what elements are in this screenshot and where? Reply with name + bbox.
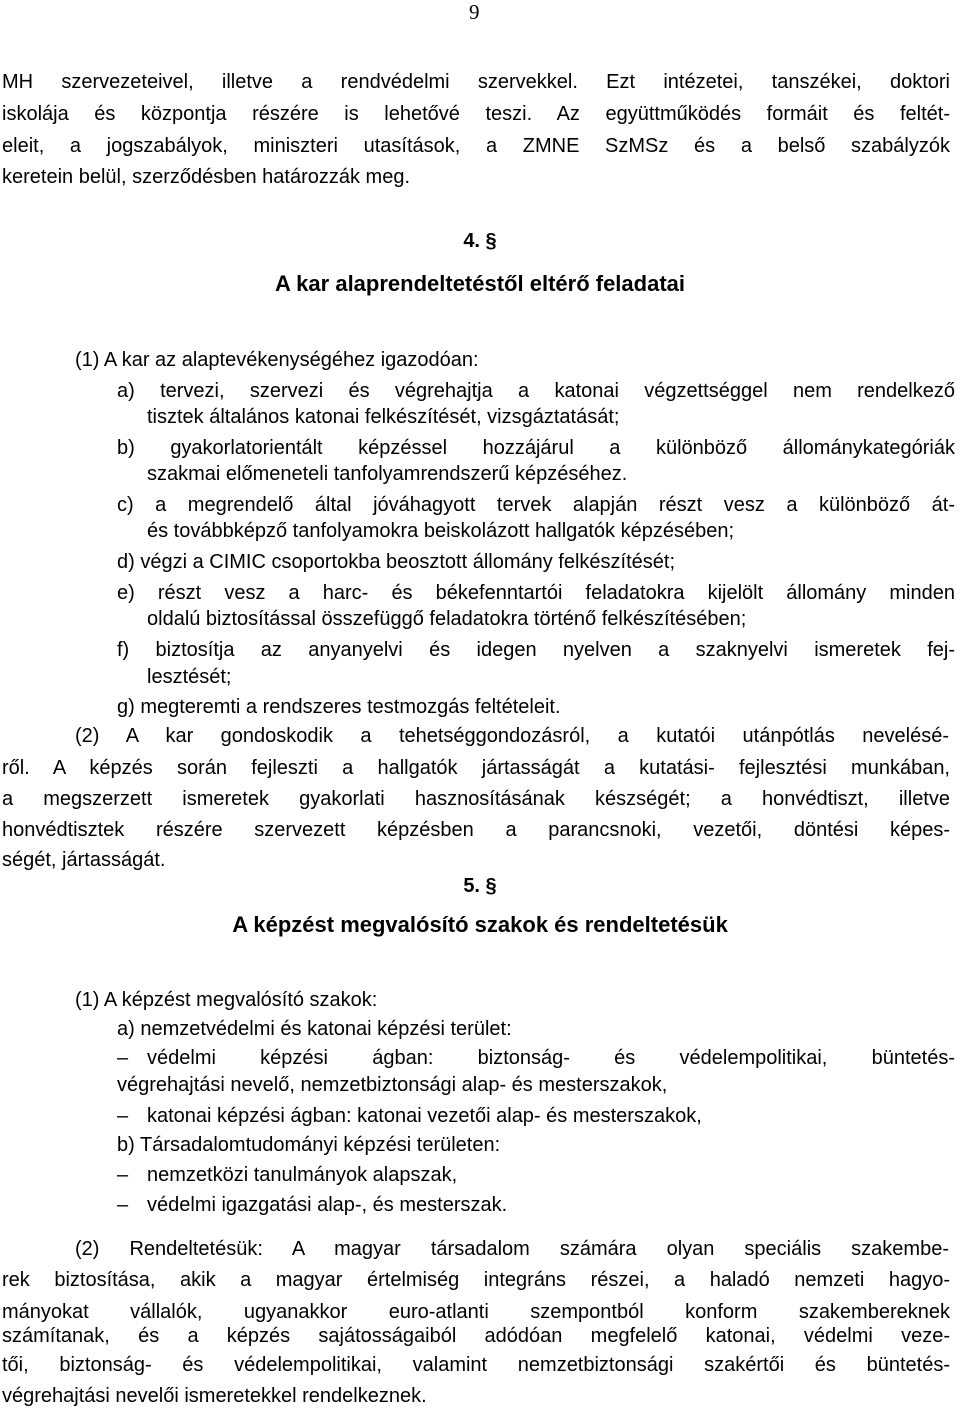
section-5-p1-intro: (1) A képzést megvalósító szakok: (75, 989, 378, 1011)
section-4-item-b-line-1: b) gyakorlatorientált képzéssel hozzájárul a különböző állománykategóriák (117, 437, 955, 459)
section-4-p2-line-1: (2) A kar gondoskodik a tehetséggondozásról, a kutatói utánpótlás nevelésé- (75, 725, 949, 747)
section-5-a-item-2 (117, 1104, 702, 1128)
dash-bullet: – (117, 1105, 129, 1127)
intro-line-2: iskolája és központja részére is lehetővé teszi. Az együttműködés formáit és feltét- (2, 103, 950, 125)
section-4-item-c-line-2: és továbbképző tanfolyamokra beiskolázott hallgatók képzésében; (147, 520, 735, 542)
section-5-p2-line-4: számítanak, és a képzés sajátosságaiból adódóan megfelelő katonai, védelmi veze- (2, 1325, 950, 1347)
section-4-title: A kar alaprendeltetéstől eltérő feladatai (275, 271, 685, 296)
section-5-p2-line-5: tői, biztonság- és védelempolitikai, valamint nemzetbiztonsági szakértői és büntetés- (2, 1354, 950, 1376)
section-4-number: 4. § (463, 230, 497, 252)
section-4-item-b-line-2: szakmai előmeneteli tanfolyamrendszerű képzéséhez. (147, 463, 628, 485)
section-5-p2-line-1: (2) Rendeltetésük: A magyar társadalom számára olyan speciális szakembe- (75, 1238, 949, 1260)
section-4-item-a-line-2: tisztek általános katonai felkészítését, vizsgáztatását; (147, 406, 620, 428)
section-5-b-item-1 (117, 1163, 457, 1187)
section-5-a-item-2-text: katonai képzési ágban: katonai vezetői alap- és mesterszakok, (147, 1105, 702, 1127)
page-number: 9 (469, 0, 480, 24)
section-4-p2-line-4: honvédtisztek részére szervezett képzésben a parancsnoki, vezetői, döntési képes- (2, 819, 950, 841)
section-4-item-e-line-1: e) részt vesz a harc- és békefenntartói feladatokra kijelölt állomány minden (117, 582, 955, 604)
section-4-item-a-line-1: a) tervezi, szervezi és végrehajtja a katonai végzettséggel nem rendelkező (117, 380, 955, 402)
dash-bullet: – (117, 1047, 129, 1069)
section-5-b-item-2 (117, 1193, 507, 1217)
section-4-item-g-line-1: g) megteremti a rendszeres testmozgás feltételeit. (117, 696, 561, 718)
section-4-item-d-line-1: d) végzi a CIMIC csoportokba beosztott állomány felkészítését; (117, 551, 676, 573)
section-5-p2-line-6: végrehajtási nevelői ismeretekkel rendelkeznek. (2, 1385, 427, 1407)
section-4-item-f-line-2: lesztését; (147, 666, 232, 688)
dash-bullet: – (117, 1194, 129, 1216)
section-4-item-f-line-1: f) biztosítja az anyanyelvi és idegen nyelven a szaknyelvi ismeretek fej- (117, 639, 955, 661)
section-5-a-item-1-text: védelmi képzési ágban: biztonság- és védelempolitikai, büntetés- (147, 1047, 955, 1069)
section-5-title: A képzést megvalósító szakok és rendeltetésük (232, 912, 728, 937)
section-5-p2-line-3: mányokat vállalók, ugyanakkor euro-atlanti szempontból konform szakembereknek (2, 1301, 950, 1323)
section-5-a-item-1-line-1 (117, 1046, 955, 1070)
section-5-number: 5. § (463, 875, 497, 897)
section-5-area-a-label: a) nemzetvédelmi és katonai képzési terület: (117, 1018, 512, 1040)
section-5-b-item-1-text: nemzetközi tanulmányok alapszak, (147, 1164, 458, 1186)
dash-bullet: – (117, 1164, 129, 1186)
section-5-b-item-2-text: védelmi igazgatási alap-, és mesterszak. (147, 1194, 508, 1216)
intro-line-3: eleit, a jogszabályok, miniszteri utasítások, a ZMNE SzMSz és a belső szabályzók (2, 135, 950, 157)
intro-line-1: MH szervezeteivel, illetve a rendvédelmi szervekkel. Ezt intézetei, tanszékei, doktori (2, 71, 950, 93)
intro-line-4: keretein belül, szerződésben határozzák meg. (2, 166, 411, 188)
section-4-item-e-line-2: oldalú biztosítással összefüggő feladatokra történő felkészítésében; (147, 608, 747, 630)
section-4-item-c-line-1: c) a megrendelő által jóváhagyott tervek alapján részt vesz a különböző át- (117, 494, 955, 516)
section-5-area-b-label: b) Társadalomtudományi képzési területen: (117, 1134, 501, 1156)
section-4-p2-line-2: ről. A képzés során fejleszti a hallgatók jártasságát a kutatási- fejlesztési munkában, (2, 757, 950, 779)
section-4-p1-intro: (1) A kar az alaptevékenységéhez igazodóan: (75, 349, 479, 371)
section-5-a-item-1-line-2: végrehajtási nevelő, nemzetbiztonsági alap- és mesterszakok, (117, 1074, 668, 1096)
section-5-p2-line-2: rek biztosítása, akik a magyar értelmiség integráns részei, a haladó nemzeti hagyo- (2, 1269, 950, 1291)
section-4-p2-line-5: ségét, jártasságát. (2, 849, 166, 871)
section-4-p2-line-3: a megszerzett ismeretek gyakorlati hasznosításának készségét; a honvédtiszt, illetve (2, 788, 950, 810)
